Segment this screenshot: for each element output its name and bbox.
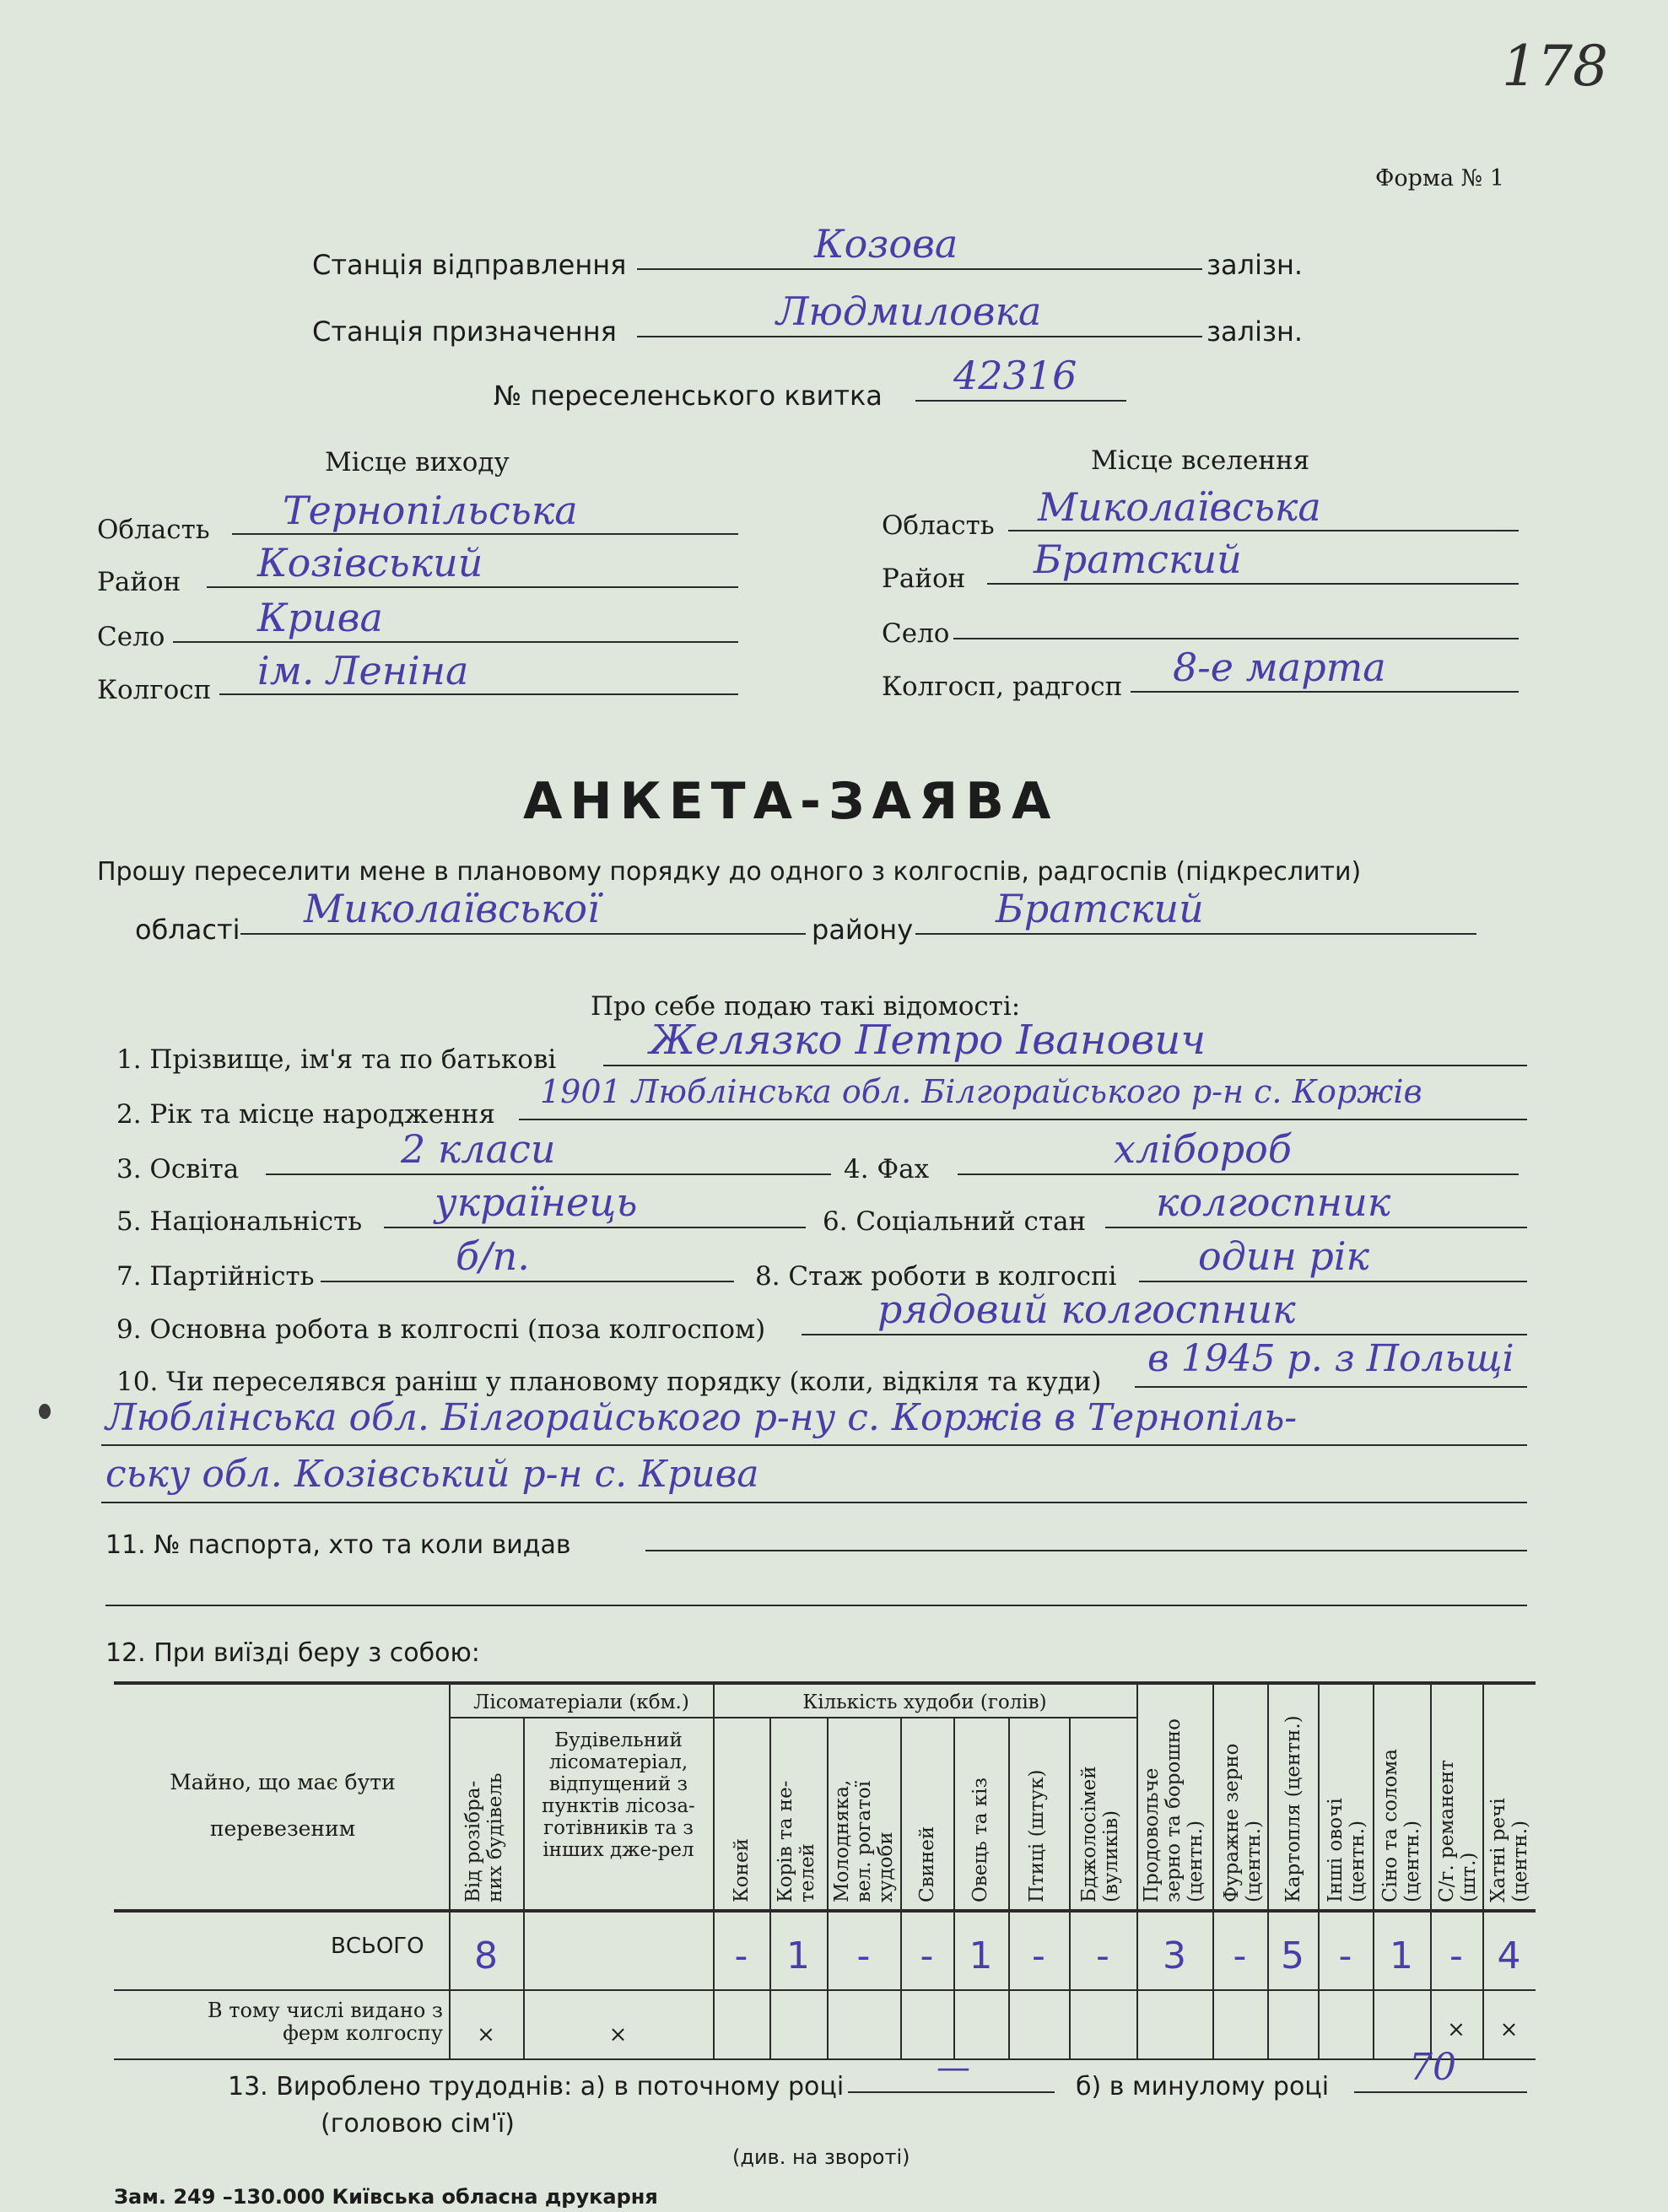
farm-timber-own: × <box>477 2022 495 2047</box>
departure-station-label: Станція відправлення <box>312 249 627 281</box>
col-property-header: Майно, що має бути перевезеним <box>170 1770 396 1841</box>
total-grain: 3 <box>1163 1934 1186 1977</box>
col-hay-header: Сіно та солома (центн.) <box>1379 1749 1423 1902</box>
request-oblast-label: області <box>135 914 240 946</box>
rail-suffix-1: залізн. <box>1206 249 1304 281</box>
col-potato-header: Картопля (центн.) <box>1282 1715 1304 1902</box>
origin-raion-value: Козівський <box>257 540 483 585</box>
field-7-value: б/п. <box>456 1233 530 1279</box>
document-title: АНКЕТА-ЗАЯВА <box>523 772 1059 831</box>
field-5-label: 5. Національність <box>116 1206 363 1237</box>
field-3-value: 2 класи <box>401 1126 556 1172</box>
total-horses: - <box>734 1934 748 1977</box>
col-tools-header: С/г. реманент (шт.) <box>1436 1760 1480 1902</box>
total-pigs: - <box>920 1934 934 1977</box>
field-2-value: 1901 Люблінська обл. Білгорайського р-н с. Коржів <box>540 1073 1422 1110</box>
ticket-label: № переселенського квитка <box>494 380 883 412</box>
total-bees: - <box>1096 1934 1109 1977</box>
info-heading: Про себе подаю такі відомості: <box>591 991 1021 1022</box>
dest-raion-label: Район <box>882 564 966 594</box>
row-total-label: ВСЬОГО <box>331 1934 424 1959</box>
total-timber-own: 8 <box>474 1934 498 1977</box>
field-10-label: 10. Чи переселявся раніш у плановому порядку (коли, відкіля та куди) <box>116 1367 1102 1397</box>
field-1-value: Желязко Петро Іванович <box>650 1017 1206 1064</box>
origin-raion-label: Район <box>97 567 181 597</box>
destination-heading: Місце вселення <box>1091 445 1310 476</box>
origin-kolhosp-value: ім. Леніна <box>257 648 469 693</box>
field-10-value-3: ську обл. Козівський р-н с. Крива <box>105 1453 759 1496</box>
printer-imprint: Зам. 249 –130.000 Київська обласна друкарня <box>114 2185 658 2209</box>
request-raion-label: району <box>812 914 914 946</box>
total-cows: 1 <box>786 1934 810 1977</box>
group-timber-header: Лісоматеріали (кбм.) <box>473 1691 689 1713</box>
total-potato: 5 <box>1281 1934 1304 1977</box>
origin-oblast-value: Тернопільська <box>283 488 578 533</box>
total-poultry: - <box>1032 1934 1045 1977</box>
farm-timber-building: × <box>608 2022 628 2047</box>
field-8-value: один рік <box>1198 1233 1370 1279</box>
col-poultry-header: Птиці (штук) <box>1026 1769 1048 1902</box>
total-hay: 1 <box>1390 1934 1413 1977</box>
field-11-label: 11. № паспорта, хто та коли видав <box>105 1530 571 1560</box>
departure-station-value: Козова <box>814 221 958 267</box>
request-raion-value: Братский <box>996 886 1204 931</box>
field-12-label: 12. При виїзді беру з собою: <box>105 1638 480 1668</box>
destination-station-value: Людмиловка <box>776 289 1042 334</box>
request-line: Прошу переселити мене в плановому порядку до одного з колгоспів, радгоспів (підкреслити) <box>97 857 1362 887</box>
page-number: 178 <box>1502 34 1608 99</box>
workdays-sub: (головою сім'ї) <box>321 2109 515 2139</box>
col-sheep-header: Овець та кіз <box>969 1777 991 1902</box>
field-10-value-2: Люблінська обл. Білгорайського р-ну с. Коржів в Тернопіль- <box>105 1396 1298 1439</box>
col-grain-header: Продовольче зерно та борошно (центн.) <box>1141 1718 1206 1902</box>
workdays-prev-value: 70 <box>1409 2046 1456 2089</box>
dest-oblast-value: Миколаївська <box>1038 484 1321 530</box>
col-fodder-header: Фуражне зерно (центн.) <box>1221 1743 1265 1902</box>
field-4-label: 4. Фах <box>844 1154 930 1184</box>
field-1-label: 1. Прізвище, ім'я та по батькові <box>116 1044 557 1075</box>
col-bees-header: Бджолосімей (вуликів) <box>1078 1766 1122 1902</box>
col-timber-own-header: Від розібра- них будівель <box>462 1772 506 1902</box>
col-horses-header: Коней <box>731 1838 753 1902</box>
field-6-value: колгоспник <box>1156 1179 1391 1225</box>
total-tools: - <box>1449 1934 1463 1977</box>
origin-kolhosp-label: Колгосп <box>97 675 212 705</box>
workdays-label: 13. Вироблено трудоднів: а) в поточному році <box>228 2072 845 2101</box>
field-4-value: хлібороб <box>1114 1126 1292 1172</box>
origin-oblast-label: Область <box>97 515 210 545</box>
dest-oblast-label: Область <box>882 510 995 541</box>
dest-selo-label: Село <box>882 618 950 649</box>
field-9-value: рядовий колгоспник <box>877 1287 1296 1332</box>
ticket-value: 42316 <box>953 353 1077 398</box>
binding-hole <box>39 1404 51 1419</box>
field-7-label: 7. Партійність <box>116 1261 315 1292</box>
field-9-label: 9. Основна робота в колгоспі (поза колгоспом) <box>116 1314 766 1345</box>
col-timber-building-header: Будівельний лісоматеріал, відпущений з пунктів лісоза-готівників та з інших дже-рел <box>542 1729 695 1861</box>
farm-household: × <box>1499 2017 1519 2042</box>
dest-raion-value: Братский <box>1034 537 1242 582</box>
field-2-label: 2. Рік та місце народження <box>116 1099 495 1130</box>
col-veg-header: Інші овочі (центн.) <box>1325 1798 1368 1902</box>
total-young: - <box>856 1934 871 1977</box>
field-5-value: українець <box>435 1179 638 1225</box>
form-number: Форма № 1 <box>1375 165 1504 192</box>
field-3-label: 3. Освіта <box>116 1154 240 1184</box>
farm-tools: × <box>1447 2017 1466 2042</box>
field-8-label: 8. Стаж роботи в колгоспі <box>755 1261 1117 1292</box>
turn-over-note: (див. на звороті) <box>732 2145 910 2169</box>
rail-suffix-2: залізн. <box>1206 316 1304 348</box>
workdays-prev-label: б) в минулому році <box>1076 2072 1330 2101</box>
group-livestock-header: Кількість худоби (голів) <box>802 1691 1047 1713</box>
total-sheep: 1 <box>969 1934 993 1977</box>
total-household: 4 <box>1497 1934 1521 1977</box>
origin-heading: Місце виходу <box>325 447 510 477</box>
field-10-value-1: в 1945 р. з Польщі <box>1147 1337 1514 1380</box>
workdays-current-value: — <box>937 2048 970 2087</box>
field-6-label: 6. Соціальний стан <box>823 1206 1087 1237</box>
total-fodder: - <box>1233 1934 1247 1977</box>
request-oblast-value: Миколаївської <box>304 886 600 931</box>
col-pigs-header: Свиней <box>916 1826 938 1902</box>
col-cows-header: Корів та не- телей <box>775 1780 818 1902</box>
destination-station-label: Станція призначення <box>312 316 617 348</box>
origin-selo-label: Село <box>97 622 165 652</box>
total-veg: - <box>1338 1934 1352 1977</box>
origin-selo-value: Крива <box>257 595 383 640</box>
col-young-header: Молодняка, вел. рогатої худоби <box>831 1779 897 1902</box>
dest-kolhosp-label: Колгосп, радгосп <box>882 672 1123 702</box>
row-farm-label: В тому числі видано з ферм колгоспу <box>207 1999 443 2045</box>
col-household-header: Хатні речі (центн.) <box>1487 1798 1531 1902</box>
dest-kolhosp-value: 8-е марта <box>1173 645 1386 690</box>
